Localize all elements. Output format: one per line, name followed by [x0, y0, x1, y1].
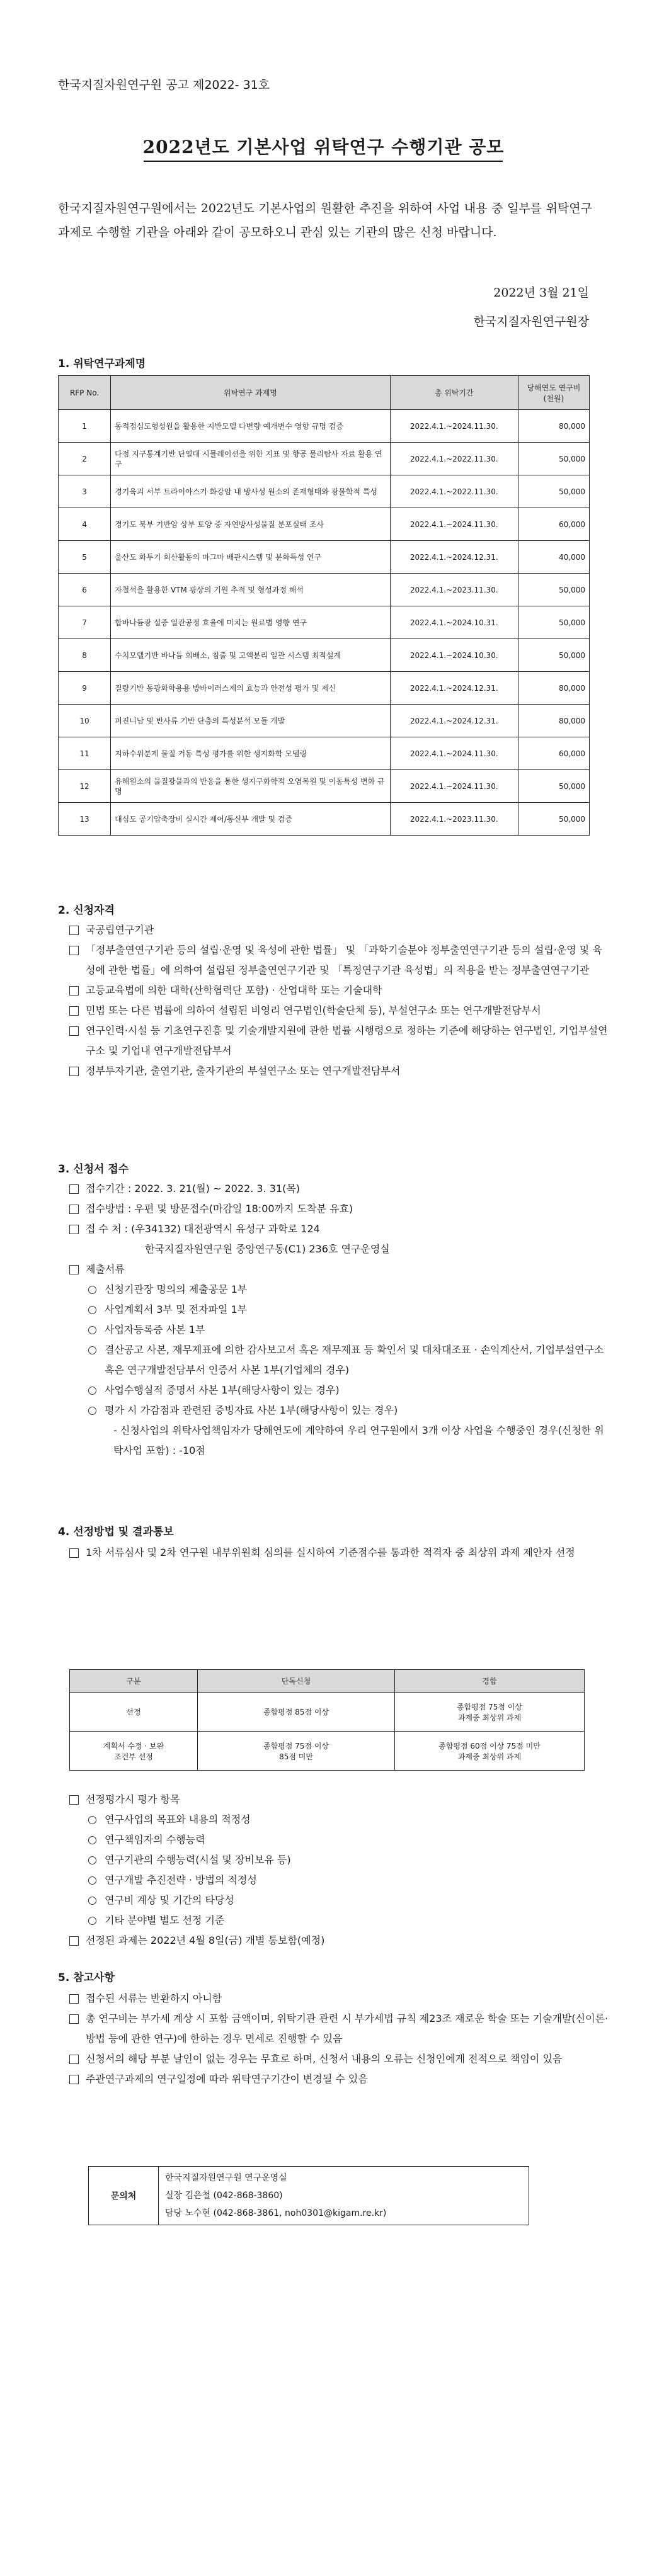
checkbox-icon — [69, 1026, 79, 1036]
list-item: 신청서의 해당 부분 날인이 없는 경우는 무효로 하며, 신청서 내용의 오류는 신청인에게 전적으로 책임이 있음 — [69, 2049, 611, 2069]
list-item: 평가 시 가감점과 관련된 증빙자료 사본 1부(해당사항이 있는 경우) — [69, 1400, 611, 1421]
checkbox-icon — [69, 1265, 79, 1274]
checkbox-icon — [69, 1225, 79, 1234]
notice-date: 2022년 3월 21일 — [493, 286, 589, 300]
list-item: 「정부출연연구기관 등의 설립·운영 및 육성에 관한 법률」 및 「과학기술분야 정부출연연구기관 등의 설립·운영 및 육성에 관한 법률」에 의하여 설립된 정부출연연구기관 및 「특정연구기관 육성법」의 적용을 받는 정부출연연구기관 — [69, 940, 611, 980]
selection-table — [69, 1669, 585, 1771]
project-name-cell: 합바나듐광 실증 일관공정 효율에 미치는 원료별 영향 연구 — [111, 606, 391, 639]
list-item: 연구비 계상 및 기간의 타당성 — [69, 1890, 611, 1910]
table-row — [59, 737, 590, 770]
list-item: 주관연구과제의 연구일정에 따라 위탁연구기간이 변경될 수 있음 — [69, 2069, 611, 2089]
sel-cell: 계획서 수정 · 보완 조건부 선정 — [70, 1732, 198, 1771]
circle-bullet-icon — [88, 1917, 96, 1925]
col-rfp-no: RFP No. — [59, 376, 111, 410]
sel-cell: 종합평점 75점 이상 과제중 최상위 과제 — [395, 1693, 585, 1732]
list-item: 접 수 처 : (우34132) 대전광역시 유성구 과학로 124 — [69, 1219, 611, 1239]
notes-list — [69, 1989, 611, 2089]
list-item: 선정된 과제는 2022년 4월 8일(금) 개별 통보함(예정) — [69, 1931, 611, 1951]
table-row — [59, 574, 590, 606]
checkbox-icon — [69, 1936, 79, 1946]
checkbox-icon — [69, 1795, 79, 1805]
budget-cell: 50,000 — [518, 443, 589, 475]
circle-bullet-icon — [88, 1876, 96, 1885]
table-row — [59, 639, 590, 672]
table-row — [59, 705, 590, 737]
circle-bullet-icon — [88, 1306, 96, 1314]
list-item: 사업계획서 3부 및 전자파일 1부 — [69, 1300, 611, 1320]
list-item: 연구책임자의 수행능력 — [69, 1830, 611, 1850]
checkbox-icon — [69, 1184, 79, 1194]
submission-list — [69, 1179, 611, 1461]
table-row — [59, 541, 590, 574]
section-1-heading: 1. 위탁연구과제명 — [58, 358, 146, 370]
rfp-no-cell: 3 — [59, 475, 111, 508]
list-item: 사업수행실적 증명서 사본 1부(해당사항이 있는 경우) — [69, 1380, 611, 1400]
rfp-no-cell: 9 — [59, 672, 111, 705]
checkbox-icon — [69, 2014, 79, 2024]
budget-cell: 60,000 — [518, 508, 589, 541]
checkbox-icon — [69, 1205, 79, 1214]
col-budget: 당해연도 연구비(천원) — [518, 376, 589, 410]
title-underline — [144, 161, 503, 162]
list-item: 연구기관의 수행능력(시설 및 장비보유 등) — [69, 1850, 611, 1870]
budget-cell: 50,000 — [518, 770, 589, 803]
project-table — [58, 375, 590, 836]
project-name-cell: 지하수위분계 물질 거동 특성 평가를 위한 생지화학 모델링 — [111, 737, 391, 770]
period-cell: 2022.4.1.~2023.11.30. — [390, 574, 518, 606]
rfp-no-cell: 11 — [59, 737, 111, 770]
notice-signer: 한국지질자원연구원장 — [473, 315, 589, 329]
project-name-cell: 다점 지구통계기반 단열대 시뮬레이션을 위한 지표 및 향공 물리탐사 자료 활용 연구 — [111, 443, 391, 475]
period-cell: 2022.4.1.~2024.11.30. — [390, 508, 518, 541]
list-item: 접수방법 : 우편 및 방문접수(마감일 18:00까지 도착분 유효) — [69, 1199, 611, 1219]
project-name-cell: 수치모델기반 바나듐 회배소, 침출 및 고액분리 일관 시스템 최적설계 — [111, 639, 391, 672]
table-row — [59, 508, 590, 541]
budget-cell: 50,000 — [518, 475, 589, 508]
rfp-no-cell: 7 — [59, 606, 111, 639]
period-cell: 2022.4.1.~2024.11.30. — [390, 770, 518, 803]
period-cell: 2022.4.1.~2024.11.30. — [390, 737, 518, 770]
circle-bullet-icon — [88, 1346, 96, 1354]
contact-table — [88, 2166, 529, 2225]
table-row — [59, 803, 590, 836]
contact-details: 한국지질자원연구원 연구운영실 실장 김은철 (042-868-3860) 담당 노수현 (042-868-3861, noh0301@kigam.re.kr) — [159, 2167, 529, 2225]
budget-cell: 80,000 — [518, 705, 589, 737]
list-item: - 신청사업의 위탁사업책임자가 당해연도에 계약하여 우리 연구원에서 3개 이상 사업을 수행중인 경우(신청한 위탁사업 포함) : -10점 — [113, 1424, 604, 1456]
list-item: 접수된 서류는 반환하지 아니함 — [69, 1989, 611, 2009]
list-item: 한국지질자원연구원 중앙연구동(C1) 236호 연구운영실 — [145, 1243, 390, 1255]
section-2-heading: 2. 신청자격 — [58, 904, 115, 917]
period-cell: 2022.4.1.~2024.12.31. — [390, 541, 518, 574]
project-name-cell: 질량기반 동광화학용용 방바이러스제의 효능과 안전성 평가 및 제신 — [111, 672, 391, 705]
selection-method — [69, 1543, 611, 1563]
project-rows — [59, 410, 590, 836]
contact-box — [88, 2166, 529, 2225]
list-item: 연구개발 추진전략 · 방법의 적정성 — [69, 1870, 611, 1890]
checkbox-icon — [69, 946, 79, 955]
rfp-no-cell: 4 — [59, 508, 111, 541]
project-name-cell: 울산도 화투기 회산활동의 마그마 배관시스템 및 분화특성 연구 — [111, 541, 391, 574]
rfp-no-cell: 6 — [59, 574, 111, 606]
rfp-no-cell: 13 — [59, 803, 111, 836]
circle-bullet-icon — [88, 1286, 96, 1294]
budget-cell: 80,000 — [518, 672, 589, 705]
checkbox-icon — [69, 2075, 79, 2084]
budget-cell: 50,000 — [518, 803, 589, 836]
period-cell: 2022.4.1.~2024.12.31. — [390, 705, 518, 737]
col-period: 총 위탁기간 — [390, 376, 518, 410]
list-item: 민법 또는 다른 법률에 의하여 설립된 비영리 연구법인(학술단체 등), 부설연구소 또는 연구개발전담부서 — [69, 1001, 611, 1021]
checkbox-icon — [69, 1548, 79, 1558]
circle-bullet-icon — [88, 1816, 96, 1824]
col-project-name: 위탁연구 과제명 — [111, 376, 391, 410]
table-row — [59, 672, 590, 705]
rfp-no-cell: 1 — [59, 410, 111, 443]
circle-bullet-icon — [88, 1407, 96, 1415]
sel-col-single: 단독신청 — [198, 1670, 395, 1693]
sel-cell: 종합평점 75점 이상 85점 미만 — [198, 1732, 395, 1771]
rfp-no-cell: 10 — [59, 705, 111, 737]
section-3-heading: 3. 신청서 접수 — [58, 1163, 129, 1176]
notice-number: 한국지질자원연구원 공고 제2022- 31호 — [58, 78, 270, 92]
budget-cell: 40,000 — [518, 541, 589, 574]
intro-paragraph: 한국지질자원연구원에서는 2022년도 기본사업의 원활한 추진을 위하여 사업 내용 중 일부를 위탁연구과제로 수행할 기관을 아래와 같이 공모하오니 관심 있는 기관의 많은 신청 바랍니다. — [58, 201, 592, 239]
criteria-list — [69, 1790, 611, 1951]
project-name-cell: 동적점심도형성원을 활용한 지반모델 다변량 예개변수 영향 규명 검증 — [111, 410, 391, 443]
table-row — [59, 606, 590, 639]
budget-cell: 80,000 — [518, 410, 589, 443]
list-item: 선정평가시 평가 항목 — [69, 1790, 611, 1810]
list-item: 결산공고 사본, 재무제표에 의한 감사보고서 혹은 재무제표 등 확인서 및 대차대조표 · 손익계산서, 기업부설연구소 혹은 연구개발전담부서 인증서 사본 1부(기업체의 경우) — [69, 1340, 611, 1380]
list-item: 총 연구비는 부가세 계상 시 포함 금액이며, 위탁기관 관련 시 부가세법 규칙 제23조 재로운 학술 또는 기술개발(신이론·방법 등에 관한 연구)에 한하는 경우 면세로 진행할 수 있음 — [69, 2009, 611, 2049]
project-name-cell: 자철석을 활용한 VTM 광상의 기원 추적 및 형성과정 해석 — [111, 574, 391, 606]
budget-cell: 50,000 — [518, 606, 589, 639]
list-item: 기타 분야별 별도 선정 기준 — [69, 1910, 611, 1931]
rfp-no-cell: 12 — [59, 770, 111, 803]
rfp-no-cell: 5 — [59, 541, 111, 574]
circle-bullet-icon — [88, 1387, 96, 1395]
project-name-cell: 퍼진니남 및 반사류 기반 단층의 특성분석 모듈 개발 — [111, 705, 391, 737]
section-5-heading: 5. 참고사항 — [58, 1972, 115, 1984]
circle-bullet-icon — [88, 1326, 96, 1334]
checkbox-icon — [69, 1006, 79, 1016]
rfp-no-cell: 2 — [59, 443, 111, 475]
sel-cell: 종합평점 60점 이상 75점 미만 과제중 최상위 과제 — [395, 1732, 585, 1771]
period-cell: 2022.4.1.~2024.12.31. — [390, 672, 518, 705]
sel-col-competition: 경합 — [395, 1670, 585, 1693]
list-item: 정부투자기관, 출연기관, 출자기관의 부설연구소 또는 연구개발전담부서 — [69, 1061, 611, 1081]
sel-cell: 종합평점 85점 이상 — [198, 1693, 395, 1732]
project-name-cell: 대심도 공기압축장비 실시간 제어/통신부 개발 및 검증 — [111, 803, 391, 836]
list-item: 접수기간 : 2022. 3. 21(월) ~ 2022. 3. 31(목) — [69, 1179, 611, 1199]
list-item: 고등교육법에 의한 대학(산학협력단 포함) · 산업대학 또는 기술대학 — [69, 980, 611, 1001]
budget-cell: 60,000 — [518, 737, 589, 770]
list-item: 사업자등록증 사본 1부 — [69, 1320, 611, 1340]
checkbox-icon — [69, 1994, 79, 2004]
table-row — [59, 443, 590, 475]
project-name-cell: 유해원소의 물질광물과의 반응을 통한 생지구화학적 오염복원 및 이동특성 변화 규명 — [111, 770, 391, 803]
checkbox-icon — [69, 926, 79, 935]
table-row — [59, 770, 590, 803]
checkbox-icon — [69, 2055, 79, 2064]
checkbox-icon — [69, 1067, 79, 1076]
list-item: 1차 서류심사 및 2차 연구원 내부위원회 심의를 실시하여 기준점수를 통과한 적격자 중 최상위 과제 제안자 선정 — [69, 1543, 611, 1563]
table-row — [59, 475, 590, 508]
circle-bullet-icon — [88, 1856, 96, 1864]
list-item: 제출서류 — [69, 1259, 611, 1279]
period-cell: 2022.4.1.~2024.10.30. — [390, 639, 518, 672]
contact-label: 문의처 — [89, 2167, 159, 2225]
period-cell: 2022.4.1.~2024.10.31. — [390, 606, 518, 639]
circle-bullet-icon — [88, 1897, 96, 1905]
rfp-no-cell: 8 — [59, 639, 111, 672]
project-name-cell: 경기도 북부 기반암 상부 토양 중 자연방사성물질 분포실태 조사 — [111, 508, 391, 541]
list-item: 국공립연구기관 — [69, 920, 611, 940]
project-name-cell: 경기육괴 서부 트라이아스기 화강암 내 방사성 원소의 존재형태와 광물학적 특성 — [111, 475, 391, 508]
checkbox-icon — [69, 986, 79, 996]
list-item: 연구사업의 목표와 내용의 적정성 — [69, 1810, 611, 1830]
list-item: 신청기관장 명의의 제출공문 1부 — [69, 1279, 611, 1300]
page-title: 2022년도 기본사업 위탁연구 수행기관 공모 — [142, 137, 505, 157]
table-row — [59, 410, 590, 443]
budget-cell: 50,000 — [518, 639, 589, 672]
eligibility-list — [69, 920, 611, 1081]
period-cell: 2022.4.1.~2022.11.30. — [390, 475, 518, 508]
sel-col-type: 구분 — [70, 1670, 198, 1693]
period-cell: 2022.4.1.~2024.11.30. — [390, 410, 518, 443]
period-cell: 2022.4.1.~2022.11.30. — [390, 443, 518, 475]
budget-cell: 50,000 — [518, 574, 589, 606]
list-item: 연구인력·시설 등 기초연구진흥 및 기술개발지원에 관한 법률 시행령으로 정하는 기준에 해당하는 연구법인, 기업부설연구소 및 기업내 연구개발전담부서 — [69, 1021, 611, 1061]
period-cell: 2022.4.1.~2023.11.30. — [390, 803, 518, 836]
sel-cell: 선정 — [70, 1693, 198, 1732]
section-4-heading: 4. 선정방법 및 결과통보 — [58, 1526, 174, 1538]
circle-bullet-icon — [88, 1836, 96, 1844]
